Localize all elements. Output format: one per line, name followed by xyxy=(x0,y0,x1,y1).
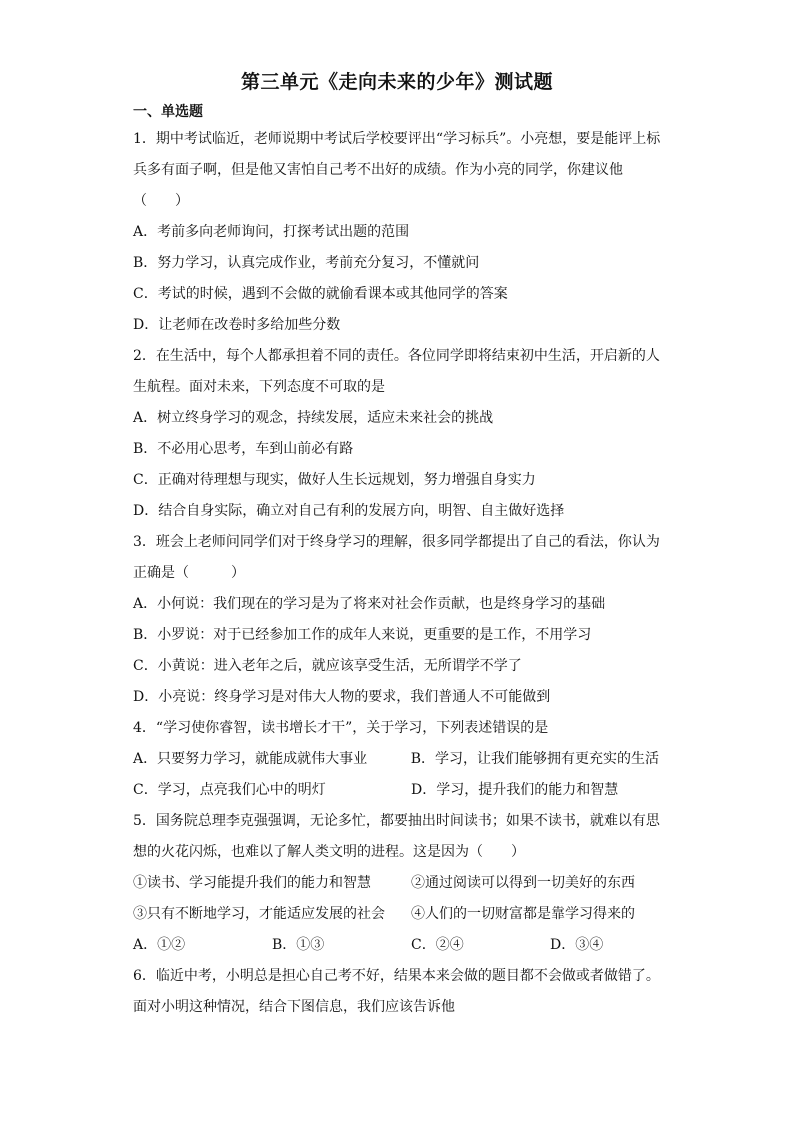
question-1 xyxy=(133,124,659,341)
option-b: B．①③ xyxy=(272,937,325,953)
question-5 xyxy=(133,806,659,961)
option-row xyxy=(133,930,659,961)
option-d: D．小亮说：终身学习是对伟大人物的要求，我们普通人不可能做到 xyxy=(133,689,551,705)
option-c: C．正确对待理想与现实，做好人生长远规划，努力增强自身实力 xyxy=(133,472,536,488)
option-a: A．考前多向老师询问，打探考试出题的范围 xyxy=(133,224,410,240)
question-stem-line: 5．国务院总理李克强强调，无论多忙，都要抽出时间读书；如果不读书，就难以有思 xyxy=(133,813,660,829)
option-row xyxy=(133,744,659,775)
section-heading: 一、单选题 xyxy=(133,104,203,120)
statement-4: ④人们的一切财富都是靠学习得来的 xyxy=(411,906,635,922)
option-b: B．努力学习，认真完成作业，考前充分复习，不懂就问 xyxy=(133,255,480,271)
question-stem-line: 兵多有面子啊，但是他又害怕自己考不出好的成绩。作为小亮的同学，你建议他 xyxy=(133,162,623,178)
option-b: B．学习，让我们能够拥有更充实的生活 xyxy=(410,751,659,767)
question-stem-line: 生航程。面对未来，下列态度不可取的是 xyxy=(133,379,385,395)
option-b: B．不必用心思考，车到山前必有路 xyxy=(133,441,354,457)
statement-row xyxy=(133,868,659,899)
option-a: A．树立终身学习的观念，持续发展，适应未来社会的挑战 xyxy=(133,410,494,426)
question-list xyxy=(133,100,659,1023)
question-3 xyxy=(133,527,659,713)
option-d: D．结合自身实际，确立对自己有利的发展方向，明智、自主做好选择 xyxy=(133,503,565,519)
question-stem-line: 正确是（ ） xyxy=(133,565,245,581)
option-d: D．③④ xyxy=(550,937,604,953)
option-c: C．②④ xyxy=(411,937,464,953)
question-stem-line: 1．期中考试临近，老师说期中考试后学校要评出“学习标兵”。小亮想，要是能评上标 xyxy=(133,131,661,147)
question-2 xyxy=(133,341,659,527)
option-a: A．只要努力学习，就能成就伟大事业 xyxy=(133,751,368,767)
option-d: D．学习，提升我们的能力和智慧 xyxy=(411,782,619,798)
question-stem-line: 3．班会上老师问同学们对于终身学习的理解，很多同学都提出了自己的看法，你认为 xyxy=(133,534,660,550)
statement-2: ②通过阅读可以得到一切美好的东西 xyxy=(411,875,635,891)
statement-row xyxy=(133,899,659,930)
question-6 xyxy=(133,961,659,1023)
question-stem-line: 面对小明这种情况，结合下图信息，我们应该告诉他 xyxy=(133,999,455,1015)
question-4 xyxy=(133,713,659,806)
option-a: A．①② xyxy=(133,937,186,953)
question-stem-line: 4．“学习使你睿智，读书增长才干”，关于学习，下列表述错误的是 xyxy=(133,720,549,736)
option-row xyxy=(133,775,659,806)
statement-1: ①读书、学习能提升我们的能力和智慧 xyxy=(133,875,371,891)
answer-blank: （ ） xyxy=(133,193,189,209)
option-a: A．小何说：我们现在的学习是为了将来对社会作贡献，也是终身学习的基础 xyxy=(133,596,606,612)
document-title: 第三单元《走向未来的少年》测试题 xyxy=(240,71,553,93)
question-stem-line: 想的火花闪烁，也难以了解人类文明的进程。这是因为（ ） xyxy=(133,844,525,860)
option-c: C．考试的时候，遇到不会做的就偷看课本或其他同学的答案 xyxy=(133,286,508,302)
question-stem-line: 6．临近中考，小明总是担心自己考不好，结果本来会做的题目都不会做或者做错了。 xyxy=(133,968,660,984)
question-stem-line: 2．在生活中，每个人都承担着不同的责任。各位同学即将结束初中生活，开启新的人 xyxy=(133,348,660,364)
option-c: C．小黄说：进入老年之后，就应该享受生活，无所谓学不学了 xyxy=(133,658,522,674)
option-b: B．小罗说：对于已经参加工作的成年人来说，更重要的是工作，不用学习 xyxy=(133,627,592,643)
option-c: C．学习，点亮我们心中的明灯 xyxy=(133,782,326,798)
statement-3: ③只有不断地学习，才能适应发展的社会 xyxy=(133,906,385,922)
option-d: D．让老师在改卷时多给加些分数 xyxy=(133,317,341,333)
